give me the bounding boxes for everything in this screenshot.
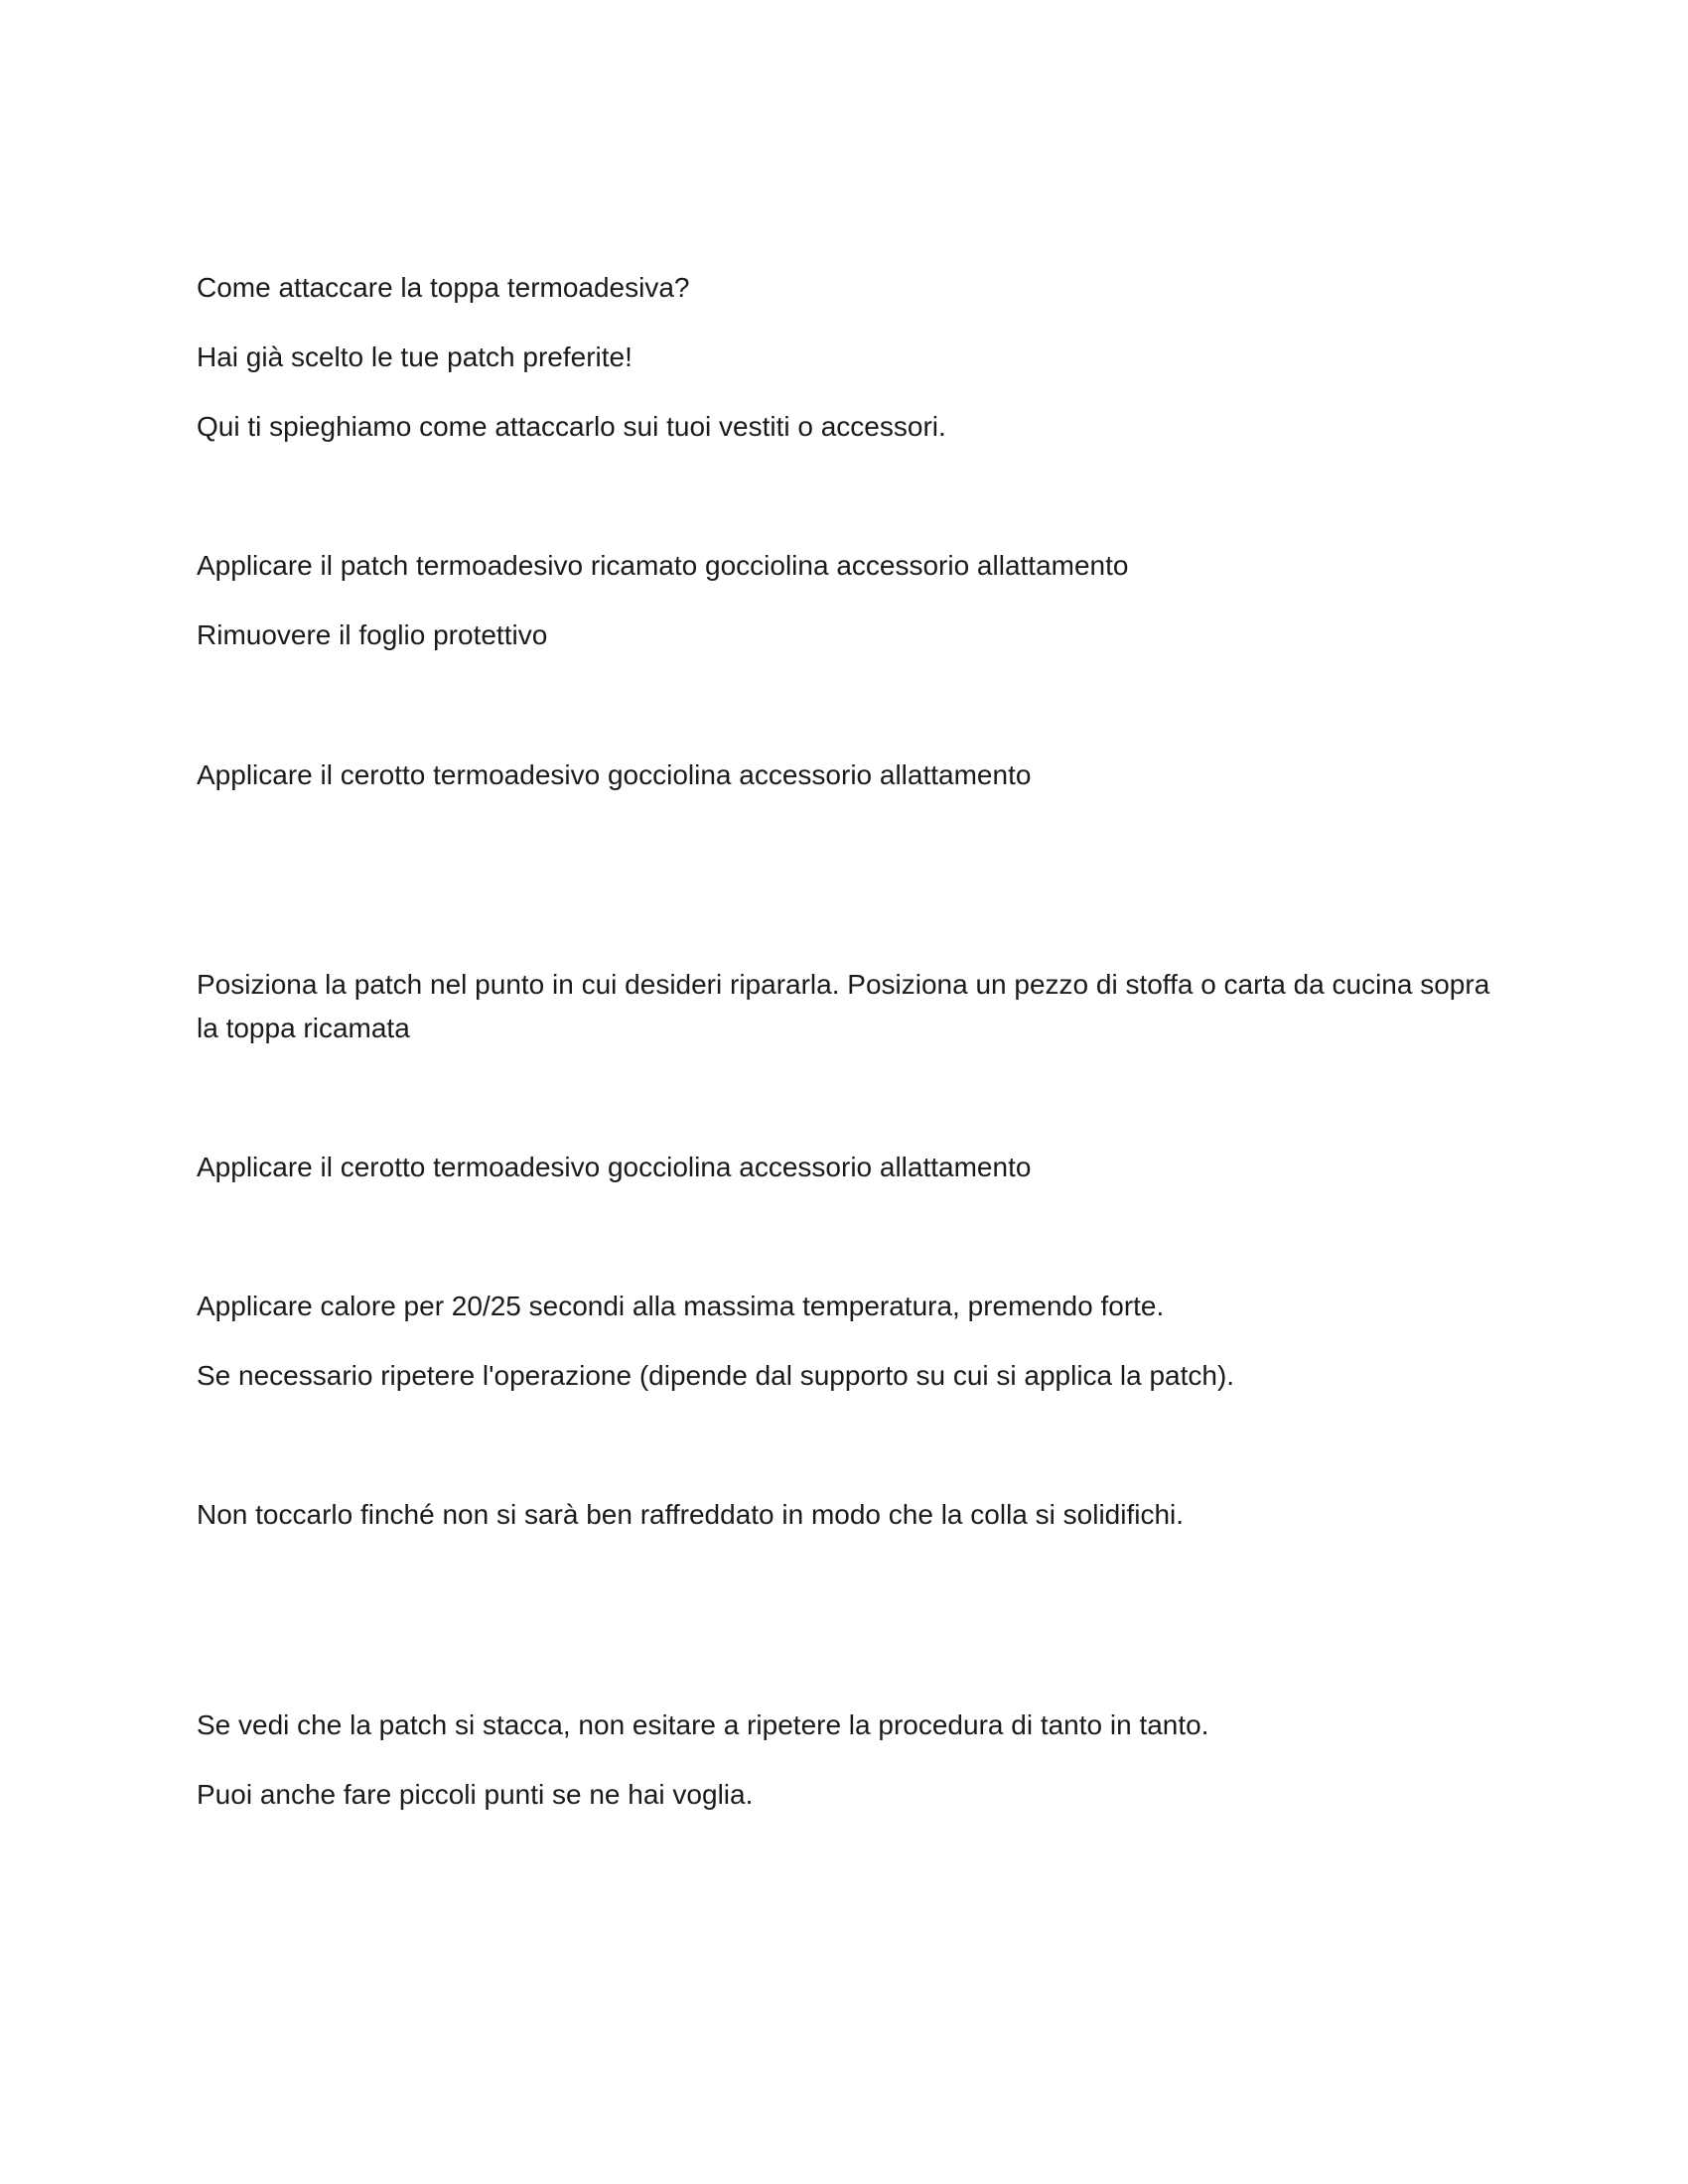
paragraph: Puoi anche fare piccoli punti se ne hai voglia.: [197, 1779, 754, 1810]
paragraph: Se necessario ripetere l'operazione (dipende dal supporto su cui si applica la patch).: [197, 1360, 1235, 1391]
paragraph: Hai già scelto le tue patch preferite!: [197, 341, 633, 372]
paragraph: Applicare calore per 20/25 secondi alla massima temperatura, premendo forte.: [197, 1291, 1165, 1321]
paragraph: Applicare il cerotto termoadesivo gocciolina accessorio allattamento: [197, 1152, 1032, 1182]
paragraph: Applicare il patch termoadesivo ricamato gocciolina accessorio allattamento: [197, 550, 1129, 581]
paragraph: Posiziona la patch nel punto in cui desideri ripararla. Posiziona un pezzo di stoffa o carta da cucina sopra la toppa ricamata: [197, 969, 1490, 1043]
paragraph: Non toccarlo finché non si sarà ben raffreddato in modo che la colla si solidifichi.: [197, 1499, 1185, 1530]
document-title: Come attaccare la toppa termoadesiva?: [197, 272, 690, 303]
paragraph: Qui ti spieghiamo come attaccarlo sui tuoi vestiti o accessori.: [197, 411, 946, 442]
paragraph: Applicare il cerotto termoadesivo gocciolina accessorio allattamento: [197, 759, 1032, 790]
paragraph: Se vedi che la patch si stacca, non esitare a ripetere la procedura di tanto in tanto.: [197, 1709, 1209, 1740]
paragraph: Rimuovere il foglio protettivo: [197, 619, 548, 650]
